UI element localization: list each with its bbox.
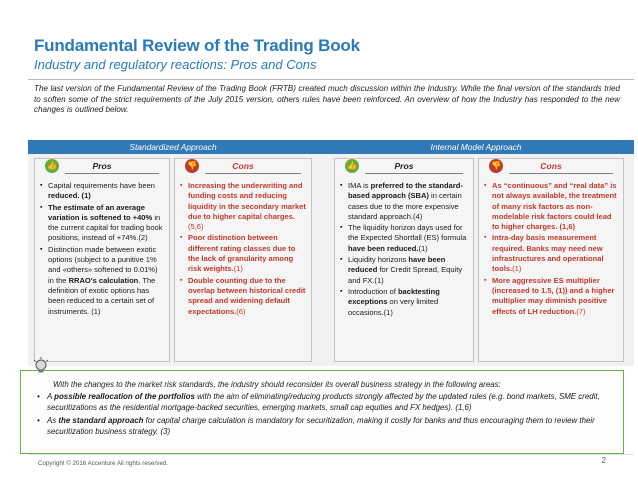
list-item [340,181,469,222]
list-item [180,181,307,232]
internal-pros-column [334,158,474,362]
list-item-text: possible reallocation of the portfolios [54,392,195,401]
thumbs-down-icon: 👎 [489,159,503,173]
list-item [33,392,617,413]
internal-model-approach-panel [318,140,634,366]
standardized-cons-label: Cons [232,161,254,171]
footer-divider [28,454,634,455]
list-item [180,233,307,274]
thumbs-up-icon: 👍 [45,159,59,173]
list-item-text: Introduction of [348,286,398,296]
list-item-text: (1) [233,264,243,274]
internal-model-approach-heading: Internal Model Approach [318,140,634,154]
list-item [40,245,165,317]
list-item-text: reduced. (1) [48,191,91,201]
list-item-text: preferred to the standard-based approach (SBA) [348,181,463,201]
list-item-text: with the aim of eliminating/reducing products strongly affected by the updated rules (e.g. bond markets, SME credit, securitizations as the residential mortgage-backed securities, emerging markets, small cap equities and FX hedges). (1,6) [47,392,600,412]
list-item [340,287,469,318]
list-item-text: for Credit Spread, Equity and FX.(1) [348,265,463,285]
list-item-text: Intra-day basis measurement required. Banks may need new infrastructures and operational tools. [492,233,604,274]
list-item-text: More aggressive ES multiplier (increased to 1.5, (1)) and a higher multiplier may diminish positive effects of LH reduction. [492,275,615,316]
list-item-text: Liquidity horizons [348,255,409,265]
cons-underline [509,173,613,174]
list-item-text: Poor distinction between different rating classes due to the lack of granularity among risk weights. [188,233,296,274]
internal-cons-column [478,158,624,362]
standardized-pros-column [34,158,170,362]
standardized-cons-list [180,181,307,358]
thumbs-up-icon: 👍 [345,159,359,173]
title-divider [28,79,634,80]
list-item [484,233,619,274]
list-item [40,203,165,244]
standardized-approach-panel [28,140,318,366]
list-item-text: IMA is [348,181,371,190]
list-item-text: in certain cases due to the more expensive standard approach.(4) [348,191,462,221]
list-item-text: Double counting due to the overlap between historical credit spread and widening default expectations. [188,275,306,316]
list-item-text: in the current capital for trading book positions, instead of +74%.(2) [48,212,163,243]
list-item [484,276,619,317]
list-item-text: the standard approach [58,416,144,425]
list-item-text: A [47,392,55,401]
list-item [340,255,469,286]
list-item [340,223,469,254]
cons-underline [205,173,301,174]
slide-subtitle: Industry and regulatory reactions: Pros and Cons [34,57,317,72]
list-item-text: have been reduced. [348,243,419,253]
list-item-text: (5,6) [188,222,204,232]
list-item-text: on very limited occasions.(1) [348,297,439,317]
internal-cons-label: Cons [540,161,562,171]
standardized-pros-list [40,181,165,358]
list-item [180,276,307,317]
thumbs-down-icon: 👎 [185,159,199,173]
conclusion-lead: With the changes to the market risk standards, the industry should reconsider its overall business strategy in the following areas: [53,380,501,389]
list-item-text: (1) [512,264,522,274]
copyright: Copyright © 2016 Accenture All rights reserved. [38,460,169,467]
pros-underline [365,173,463,174]
list-item-text: Distinction made between exotic options (subject to a punitive 1% and «others» softened to 0.01%) in the [48,244,158,285]
list-item-text: (6) [236,306,246,316]
list-item-text: Capital requirements have been [48,181,155,190]
internal-pros-label: Pros [394,161,414,171]
standardized-pros-label: Pros [92,161,112,171]
conclusion-list [33,392,617,440]
standardized-cons-column [174,158,312,362]
list-item-text: As [47,416,59,425]
list-item-text: backtesting exceptions [348,286,440,307]
list-item-text: (1) [418,243,428,253]
list-item-text: The estimate of an average variation is softened to +40% [48,202,153,222]
list-item-text: RRAO's calculation [68,275,139,285]
slide-title: Fundamental Review of the Trading Book [34,36,360,55]
list-item [33,416,617,437]
list-item-text: for capital charge calculation is mandatory for securitization, making it costly for banks and thus encouraging them to review their securitization business strategy. (3) [47,416,595,436]
list-item-text: (7) [576,306,586,316]
intro-paragraph: The last version of the Fundamental Review of the Trading Book (FRTB) created much discussion within the Industry. While the final version of the standards tried to soften some of the strict requirements of the July 2015 version, others rules have been reinforced. An overview of how the Industry has responded to the new changes is outlined below. [34,84,620,115]
list-item [484,181,619,232]
internal-pros-list [340,181,469,358]
standardized-approach-heading: Standardized Approach [28,140,318,154]
page-number: 2 [601,456,606,465]
internal-cons-list [484,181,619,358]
list-item-text: As “continuous” and “real data” is not always available, the treatment of many risk factors as non-modelable risk factors could lead to higher charges. (1,6) [492,181,617,232]
list-item-text: The liquidity horizon days used for the Expected Shortfall (ES) formula [348,223,467,243]
list-item-text: have been reduced [348,255,446,275]
list-item [40,181,165,202]
pros-underline [65,173,159,174]
list-item-text: Increasing the underwriting and funding costs and reducing liquidity in the secondary market due to higher capital charges. [188,181,306,221]
list-item-text: . The definition of exotic options has been reduced to a certain set of instruments. (1) [48,275,156,316]
conclusion-box [20,370,624,454]
lightbulb-icon [31,357,51,377]
